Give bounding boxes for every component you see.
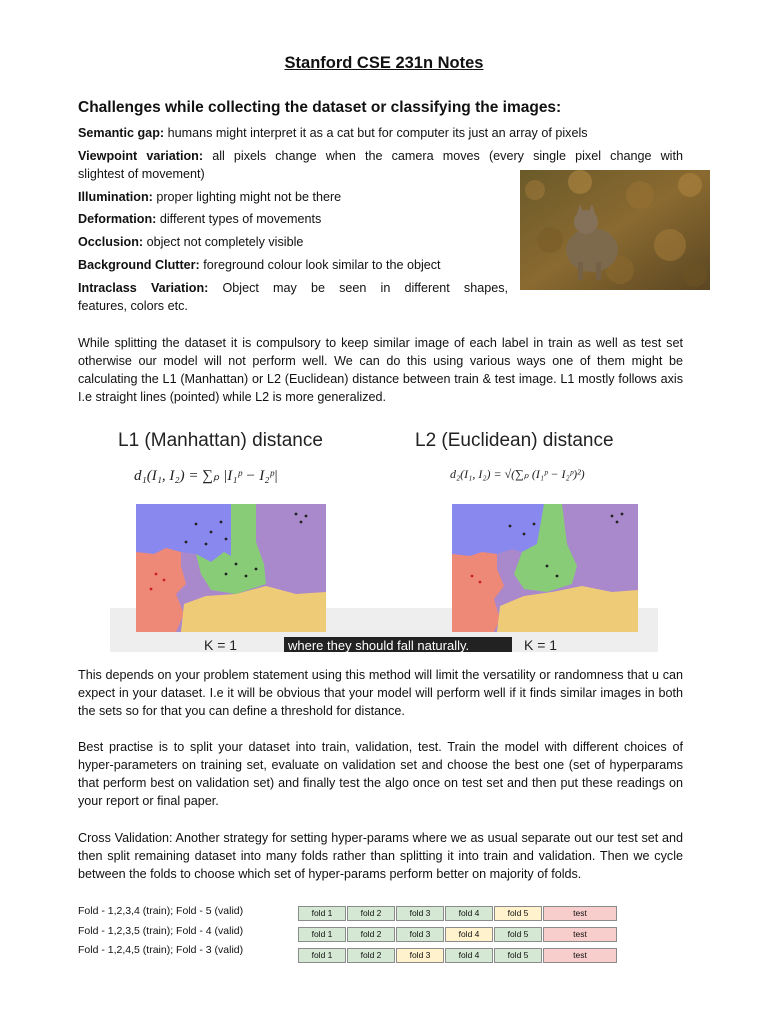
challenge-item	[78, 279, 508, 297]
challenge-desc: features, colors etc.	[78, 299, 188, 313]
challenge-desc: all pixels change when the camera moves (every single pixel change with	[203, 149, 683, 163]
video-caption: where they should fall naturally.	[288, 638, 470, 652]
cat-photo	[520, 170, 710, 290]
fold-cell: fold 2	[347, 906, 395, 921]
fold-cell: fold 2	[347, 927, 395, 942]
challenge-desc: foreground colour look similar to the object	[199, 258, 441, 272]
l2-decision-map	[452, 504, 638, 632]
test-cell: test	[543, 948, 617, 963]
fold-cell: fold 3	[396, 948, 444, 963]
challenge-item	[78, 256, 441, 274]
fold-cell: fold 4	[445, 948, 493, 963]
challenge-desc: object not completely visible	[143, 235, 304, 249]
challenge-term: Illumination:	[78, 190, 153, 204]
challenge-term: Intraclass Variation:	[78, 281, 209, 295]
challenge-desc: different types of movements	[156, 212, 322, 226]
l1-title: L1 (Manhattan) distance	[118, 430, 323, 451]
fold-label: Fold - 1,2,3,5 (train); Fold - 4 (valid)	[78, 925, 244, 937]
distance-figure	[110, 418, 658, 652]
fold-cell: fold 1	[298, 906, 346, 921]
challenge-item	[78, 165, 205, 183]
paragraph-best-practise: Best practise is to split your dataset into train, validation, test. Train the model with different choices of hyper-parameters on training set, evaluate on validation set and choose the best one (set of hyperparams that perform best on validation set) and finally test the algo once on test set and then put these readings on your report or final paper.	[78, 740, 683, 808]
challenge-item	[78, 297, 188, 315]
test-cell: test	[543, 927, 617, 942]
challenge-item	[78, 210, 321, 228]
challenge-item	[78, 233, 303, 251]
l2-formula: d₂(I₁, I₂) = √(∑ₚ (I₁ᵖ − I₂ᵖ)²)	[450, 467, 585, 481]
challenge-desc: Object may be seen in different shapes,	[208, 281, 509, 295]
fold-cell: fold 1	[298, 948, 346, 963]
challenge-desc: humans might interpret it as a cat but for computer its just an array of pixels	[164, 126, 588, 140]
fold-cell: fold 2	[347, 948, 395, 963]
section-heading: Challenges while collecting the dataset or classifying the images:	[78, 99, 562, 116]
page-title: Stanford CSE 231n Notes	[284, 54, 484, 72]
k-right-label: K = 1	[524, 637, 558, 652]
fold-label: Fold - 1,2,3,4 (train); Fold - 5 (valid)	[78, 905, 244, 917]
fold-cell: fold 5	[494, 948, 542, 963]
fold-cell: fold 5	[494, 927, 542, 942]
fold-cell: fold 5	[494, 906, 542, 921]
fold-cell: fold 3	[396, 906, 444, 921]
paragraph-cross-validation: Cross Validation: Another strategy for setting hyper-params where we as usual separate out our test set and then split remaining dataset into many folds rather than splitting it into train and validation. Then we cycle between the folds to choose which set of hyper-params perform better on majority of folds.	[78, 831, 683, 881]
fold-cell: fold 4	[445, 927, 493, 942]
l1-formula: d₁(I₁, I₂) = ∑ₚ |I₁ᵖ − I₂ᵖ|	[134, 468, 278, 484]
fold-row	[298, 906, 622, 921]
fold-cell: fold 4	[445, 906, 493, 921]
challenge-term: Background Clutter:	[78, 258, 200, 272]
l2-title: L2 (Euclidean) distance	[415, 430, 614, 451]
challenge-term: Viewpoint variation:	[78, 149, 204, 163]
paragraph-threshold: This depends on your problem statement using this method will limit the versatility or randomness that u can expect in your dataset. I.e it will be obvious that your model will perform well if it finds similar images in both the sets so for that you can define a threshold for distance.	[78, 668, 683, 718]
challenge-term: Deformation:	[78, 212, 157, 226]
challenge-item	[78, 188, 341, 206]
fold-label: Fold - 1,2,4,5 (train); Fold - 3 (valid)	[78, 944, 244, 956]
challenge-desc: proper lighting might not be there	[152, 190, 342, 204]
challenge-term: Semantic gap:	[78, 126, 165, 140]
fold-cell: fold 1	[298, 927, 346, 942]
l1-decision-map	[136, 504, 326, 632]
challenge-item	[78, 124, 588, 142]
fold-row	[298, 927, 622, 942]
paragraph-distance: While splitting the dataset it is compulsory to keep similar image of each label in train as well as test set otherwise our model will not perform well. We can do this using various ways one of them might be calculating the L1 (Manhattan) or L2 (Euclidean) distance between train & test image. L1 mostly follows axis I.e straight lines (pointed) while L2 is more generalized.	[78, 336, 683, 404]
fold-cell: fold 3	[396, 927, 444, 942]
fold-row	[298, 948, 622, 963]
challenge-desc: slightest of movement)	[78, 167, 205, 181]
test-cell: test	[543, 906, 617, 921]
challenge-term: Occlusion:	[78, 235, 144, 249]
k-left-label: K = 1	[204, 637, 238, 652]
challenge-item	[78, 147, 683, 165]
